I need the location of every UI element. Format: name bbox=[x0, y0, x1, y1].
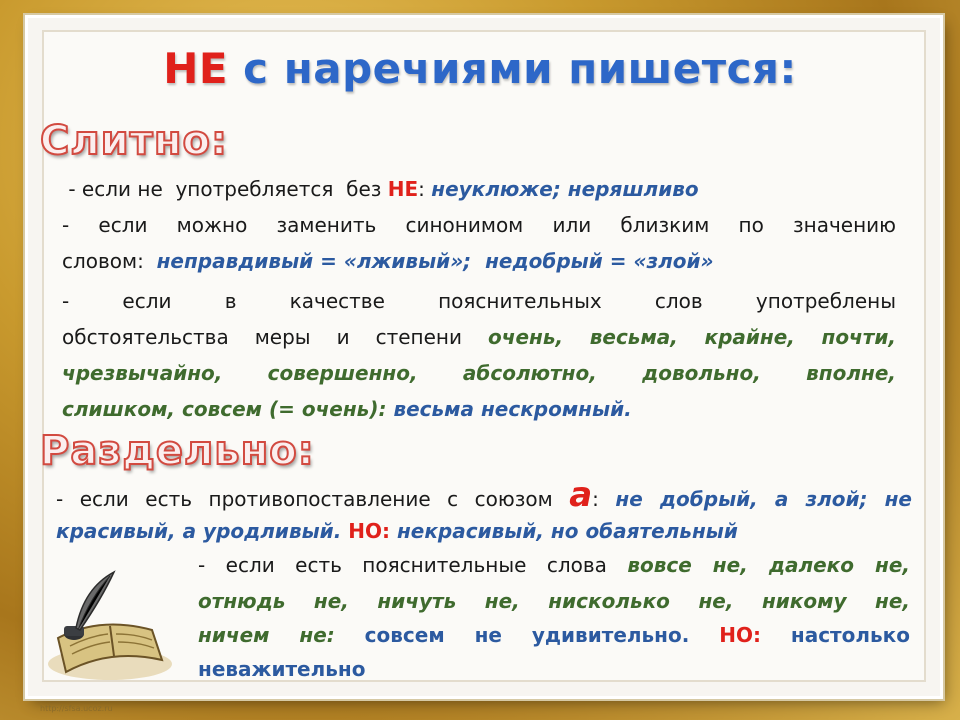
slitno-rule-3-line3: чрезвычайно, совершенно, абсолютно, довольно, вполне, bbox=[62, 361, 896, 385]
rule-1-ne: НЕ bbox=[387, 177, 419, 201]
slitno-rule-2-line1: - если можно заменить синонимом или близким по значению bbox=[62, 213, 896, 237]
rule-5-words-1: вовсе не, далеко не, bbox=[627, 553, 910, 577]
slitno-rule-1 bbox=[62, 172, 902, 206]
rule-4-example-2: красивый, а уродливый. bbox=[56, 519, 349, 543]
razdelno-rule-2-line2: отнюдь не, ничуть не, нисколько не, никому не, bbox=[198, 589, 910, 613]
rule-5-example: совсем не удивительно. bbox=[364, 623, 720, 647]
razdelno-rule-1-line1 bbox=[56, 475, 912, 516]
rule-3-adverbs-2: слишком, совсем (= очень): bbox=[62, 397, 394, 421]
rule-3-prefix: обстоятельства меры и степени bbox=[62, 325, 489, 349]
heading-razdelno: Раздельно: bbox=[40, 428, 315, 474]
rule-4-example-3: некрасивый, но обаятельный bbox=[396, 519, 738, 543]
razdelno-rule-2-line4: неважительно bbox=[198, 657, 366, 681]
quill-and-book-icon bbox=[40, 568, 180, 692]
rule-3-adverbs-1: очень, весьма, крайне, почти, bbox=[488, 325, 896, 349]
rule-2-prefix: словом: bbox=[62, 249, 157, 273]
title-rest: с наречиями пишется: bbox=[228, 44, 797, 93]
slitno-rule-3-line1: - если в качестве пояснительных слов употреблены bbox=[62, 289, 896, 313]
slitno-rule-3-line4 bbox=[62, 392, 896, 426]
heading-slitno: Слитно: bbox=[40, 118, 228, 164]
rule-1-examples: неуклюже; неряшливо bbox=[431, 177, 699, 201]
rule-3-example: весьма нескромный. bbox=[393, 397, 632, 421]
razdelno-rule-2-line3 bbox=[198, 618, 910, 652]
rule-2-examples: неправдивый = «лживый»; недобрый = «злой» bbox=[156, 249, 714, 273]
rule-5-but: НО: bbox=[719, 623, 791, 647]
slitno-rule-2-line2 bbox=[62, 244, 896, 278]
watermark: http://sfsa.ucoz.ru bbox=[40, 704, 113, 713]
rule-1-colon: : bbox=[418, 177, 432, 201]
rule-1-text: - если не употребляется без bbox=[62, 177, 388, 201]
slide-title bbox=[0, 44, 960, 93]
rule-4-text: - если есть противопоставление с союзом bbox=[56, 487, 570, 511]
title-ne: НЕ bbox=[163, 44, 229, 93]
razdelno-rule-1-line2 bbox=[56, 514, 912, 548]
razdelno-rule-2-line1 bbox=[198, 548, 910, 582]
rule-4-colon: : bbox=[592, 487, 616, 511]
rule-5-words-3: ничем не: bbox=[198, 623, 365, 647]
rule-5-text: - если есть пояснительные слова bbox=[198, 553, 628, 577]
rule-4-example-1: не добрый, а злой; не bbox=[615, 487, 912, 511]
rule-4-conjunction: а bbox=[569, 475, 593, 515]
slitno-rule-3-line2 bbox=[62, 320, 896, 354]
rule-5-example-2: настолько bbox=[790, 623, 910, 647]
rule-4-but: НО: bbox=[348, 519, 397, 543]
